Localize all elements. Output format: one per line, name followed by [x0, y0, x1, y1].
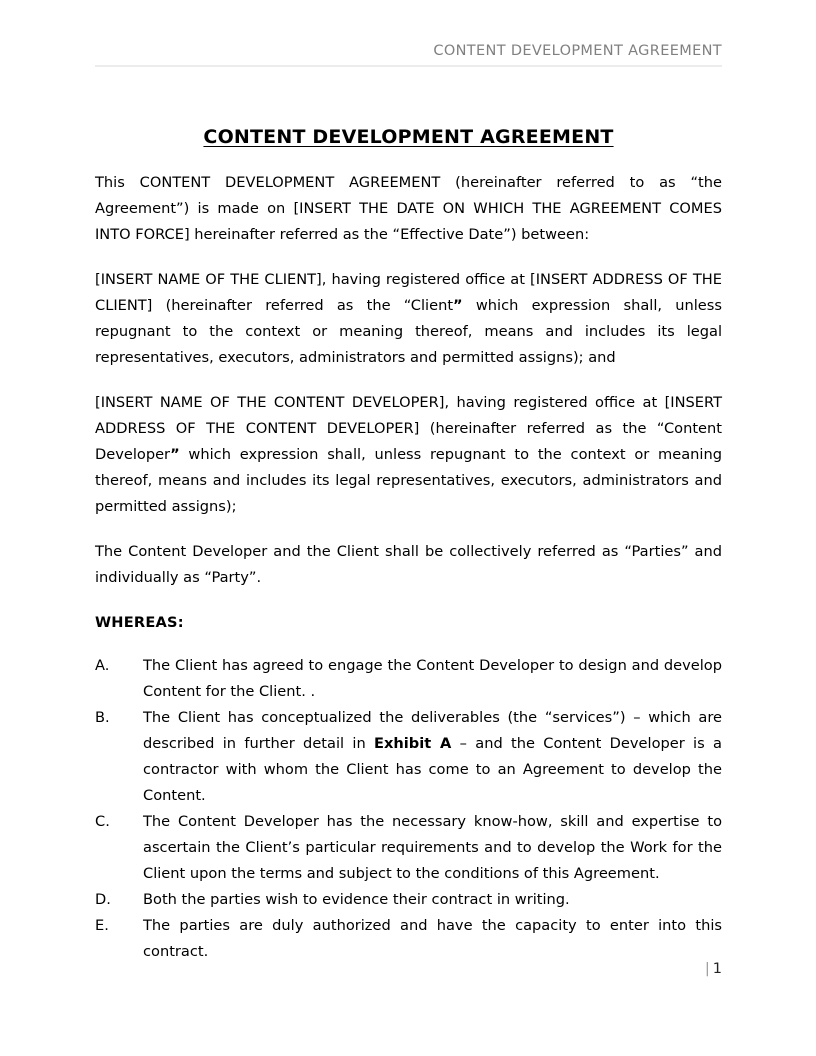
paragraph-client-text-after: which expression shall, unless repugnant to the context or meaning thereof, means and includes its legal representatives, executors, administrators and permitted assigns); and: [95, 297, 722, 366]
recital-b-text-after: – and the Content Developer is a contractor with whom the Client has come to an Agreement to develop the Content.: [143, 735, 722, 804]
exhibit-a-reference: Exhibit A: [374, 735, 452, 752]
paragraph-developer-party: [95, 390, 722, 520]
paragraph-introduction-text: This CONTENT DEVELOPMENT AGREEMENT (hereinafter referred to as “the Agreement”) is made on [INSERT THE DATE ON WHICH THE AGREEMENT COMES INTO FORCE] hereinafter referred as the “Effective Date”) between:: [95, 174, 722, 243]
recital-text-b: [143, 705, 722, 809]
paragraph-developer-text-before: [INSERT NAME OF THE CONTENT DEVELOPER], having registered office at [INSERT ADDRESS OF THE CONTENT DEVELOPER] (hereinafter referred as the “Content Developer: [95, 394, 722, 463]
header-divider-rule: [95, 65, 722, 67]
recital-b-text-before: The Client has conceptualized the deliverables (the “services”) – which are described in further detail in: [143, 709, 722, 752]
whereas-heading: [95, 610, 722, 636]
footer-separator: |: [704, 961, 710, 977]
running-header-text: CONTENT DEVELOPMENT AGREEMENT: [433, 43, 722, 59]
recital-item-c: [95, 809, 722, 887]
paragraph-client-text-before: [INSERT NAME OF THE CLIENT], having registered office at [INSERT ADDRESS OF THE CLIENT] (hereinafter referred as the “Client: [95, 271, 722, 314]
recital-text-a: The Client has agreed to engage the Content Developer to design and develop Content for the Client. .: [143, 657, 722, 700]
recital-text-c: The Content Developer has the necessary know-how, skill and expertise to ascertain the Client’s particular requirements and to develop the Work for the Client upon the terms and subject to the conditions of this Agreement.: [143, 813, 722, 882]
paragraph-parties-definition: [95, 539, 722, 591]
recitals-list: [95, 653, 722, 965]
recital-marker-b: B.: [95, 709, 110, 726]
whereas-heading-text: WHEREAS:: [95, 614, 184, 631]
recital-text-d: Both the parties wish to evidence their contract in writing.: [143, 891, 570, 908]
paragraph-introduction: [95, 170, 722, 248]
recital-text-e: The parties are duly authorized and have the capacity to enter into this contract.: [143, 917, 722, 960]
paragraph-developer-text-after: which expression shall, unless repugnant to the context or meaning thereof, means and includes its legal representatives, executors, administrators and permitted assigns);: [95, 446, 722, 515]
recital-marker-d: D.: [95, 891, 111, 908]
recital-marker-e: E.: [95, 917, 109, 934]
document-body: [95, 124, 722, 965]
developer-closing-quote: ”: [170, 446, 180, 463]
recital-marker-c: C.: [95, 813, 110, 830]
recital-item-b: [95, 705, 722, 809]
document-title-text: CONTENT DEVELOPMENT AGREEMENT: [203, 126, 614, 148]
paragraph-parties-text: The Content Developer and the Client shall be collectively referred as “Parties” and individually as “Party”.: [95, 543, 722, 586]
running-header: [95, 41, 722, 67]
paragraph-client-party: [95, 267, 722, 371]
page-footer: [95, 958, 722, 980]
client-closing-quote: ”: [453, 297, 463, 314]
recital-item-a: [95, 653, 722, 705]
footer-page-number: 1: [712, 961, 722, 977]
document-title: [95, 124, 722, 150]
recital-marker-a: A.: [95, 657, 110, 674]
recital-item-d: [95, 887, 722, 913]
